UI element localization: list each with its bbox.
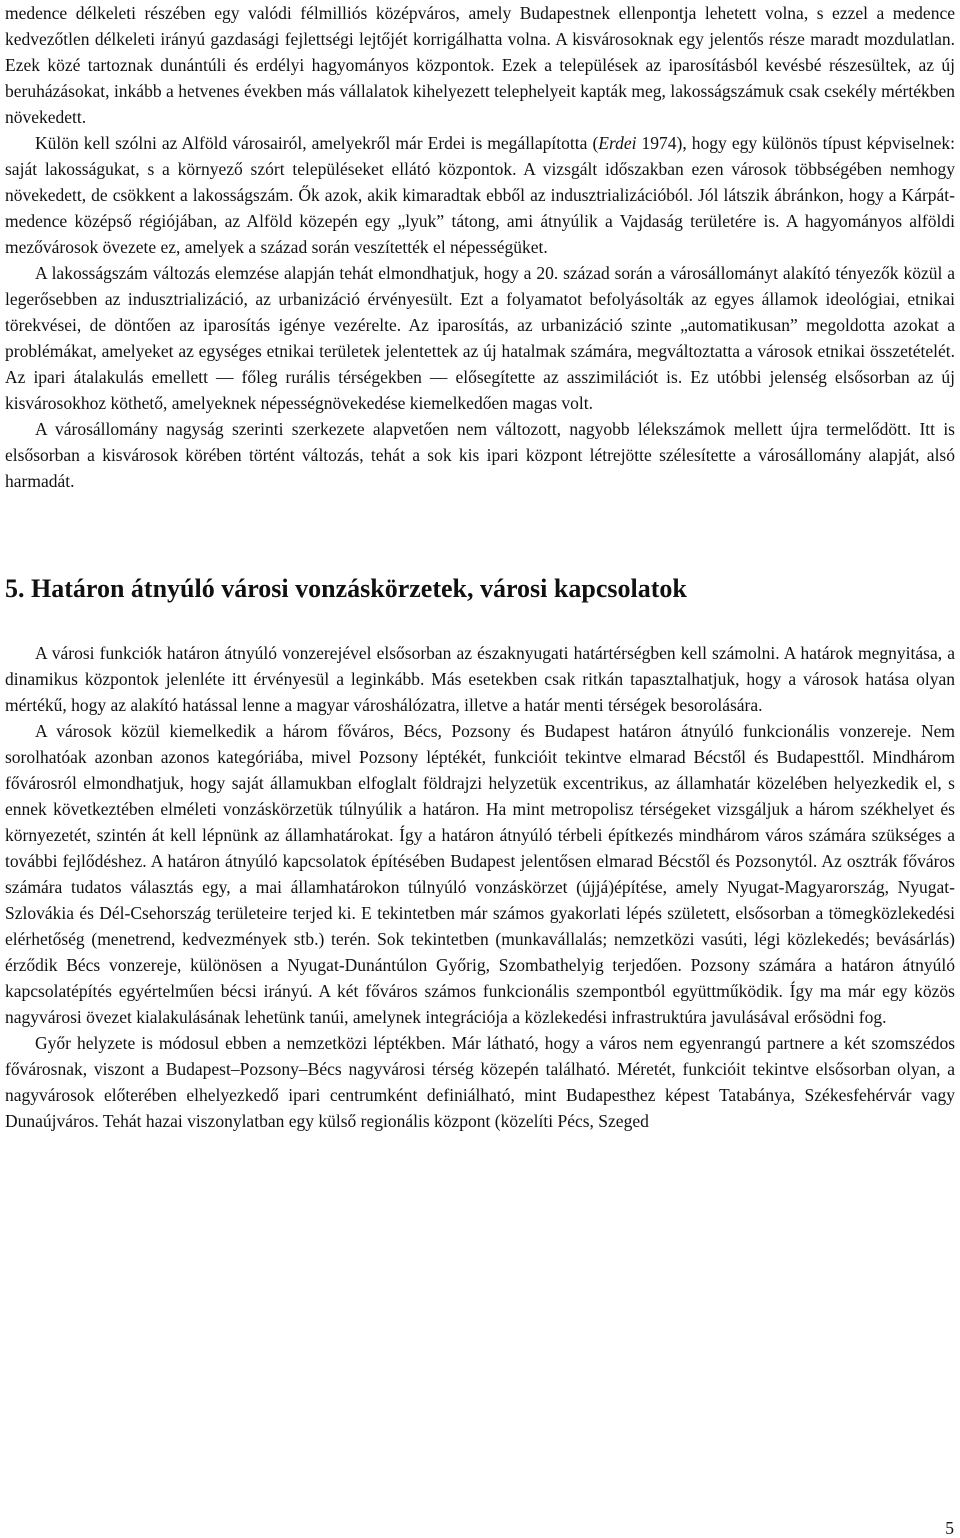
page-number: 5 — [945, 1518, 954, 1538]
paragraph: A városi funkciók határon átnyúló vonzerejével elsősorban az északnyugati határtérségben kell számolni. A határok megnyitása, a dinamikus központok jelenléte itt érvényesül a leginkább. Más esetekben csak ritkán tapasztalhatjuk, hogy a városok hatása olyan mértékű, hogy az alakító hatással lenne a magyar városhálózatra, illetve a határ menti térségek besorolására. — [5, 643, 955, 715]
paragraph-text: Külön kell szólni az Alföld városairól, amelyekről már Erdei is megállapította ( — [35, 133, 599, 153]
paragraph: A városállomány nagyság szerinti szerkezete alapvetően nem változott, nagyobb lélekszámok mellett újra termelődött. Itt is elsősorban a kisvárosok körében történt változás, tehát a sok kis ipari központ létrejötte szélesítette a városállomány alapját, alsó harmadát. — [5, 419, 955, 491]
document-page — [5, 0, 955, 1134]
paragraph: Győr helyzete is módosul ebben a nemzetközi léptékben. Már látható, hogy a város nem egyenrangú partnere a két szomszédos fővárosnak, viszont a Budapest–Pozsony–Bécs nagyvárosi térség közepén található. Méretét, funkcióit tekintve elsősorban olyan, a nagyvárosok előterében elhelyezkedő ipari centrumként definiálható, mint Budapesthez képest Tatabánya, Székesfehérvár vagy Dunaújváros. Tehát hazai viszonylatban egy külső regionális központ (közelíti Pécs, Szeged — [5, 1033, 955, 1131]
heading-gap — [5, 604, 955, 640]
citation-author: Erdei — [598, 133, 637, 153]
paragraph: medence délkeleti részében egy valódi félmilliós középváros, amely Budapestnek ellenpontja lehetett volna, s ezzel a medence kedvezőtlen délkeleti irányú gazdasági fejlettségi lejtőjét korrigálhatta volna. A kisvárosoknak egy jelentős része maradt mozdulatlan. Ezek közé tartoznak dunántúli és erdélyi hagyományos központok. Ezek a települések az iparosításból kevésbé részesültek, az új beruházásokat, inkább a hetvenes években más vállalatok kihelyezett telephelyeit kapták meg, lakosságszámuk csak csekély mértékben növekedett. — [5, 3, 955, 127]
paragraph: A lakosságszám változás elemzése alapján tehát elmondhatjuk, hogy a 20. század során a városállományt alakító tényezők közül a legerősebben az indusztrializáció, az urbanizáció érvényesült. Ezt a folyamatot befolyásolták az egyes államok ideológiai, etnikai törekvései, de döntően az iparosítás igénye vezérelte. Az iparosítás, az urbanizáció szinte „automatikusan” megoldotta azokat a problémákat, amelyeket az egységes etnikai területek jelentettek az új hatalmak számára, megváltoztatta a városok etnikai összetételét. Az ipari átalakulás emellett — főleg rurális térségekben — elősegítette az asszimilációt is. Ez utóbbi jelenség elsősorban az új kisvárosokhoz köthető, amelyeknek népességnövekedése kiemelkedően magas volt. — [5, 263, 955, 413]
paragraph — [5, 130, 955, 260]
paragraph-text: 1974), hogy egy különös típust képviselnek: saját lakosságukat, s a környező szórt településeket ellátó központok. A vizsgált időszakban ezen városok többségében nemhogy növekedett, de csökkent a lakosságszám. Ők azok, akik kimaradtak ebből az indusztrializációból. Jól látszik ábránkon, hogy a Kárpát-medence középső régiójában, az Alföld közepén egy „lyuk” tátong, ami átnyúlik a Vajdaság területére is. A hagyományos alföldi mezővárosok övezete ez, amelyek a század során veszítették el népességüket. — [5, 133, 955, 257]
section-heading: 5. Határon átnyúló városi vonzáskörzetek, városi kapcsolatok — [5, 574, 687, 603]
section-gap — [5, 494, 955, 574]
paragraph: A városok közül kiemelkedik a három főváros, Bécs, Pozsony és Budapest határon átnyúló funkcionális vonzereje. Nem sorolhatóak azonban azonos kategóriába, mivel Pozsony léptékét, funkcióit tekintve elmarad Bécstől és Budapesttől. Mindhárom fővárosról elmondhatjuk, hogy saját államukban elfoglalt földrajzi helyzetük excentrikus, az államhatár közelében helyezkedik el, s ennek következtében elméleti vonzáskörzetük túlnyúlik a határon. Ha mint metropolisz térségeket vizsgáljuk a három székhelyet és környezetét, szintén át kell lépnünk az államhatárokat. Így a határon átnyúló térbeli építkezés mindhárom város számára szükséges a további fejlődéshez. A határon átnyúló kapcsolatok építésében Budapest jelentősen elmarad Bécstől és Pozsonytól. Az osztrák főváros számára tudatos választás egy, a mai államhatárokon túlnyúló vonzáskörzet (újjá)építése, amely Nyugat-Magyarország, Nyugat-Szlovákia és Dél-Csehország területeire terjed ki. E tekintetben már számos gyakorlati lépés született, elsősorban a tömegközlekedési elérhetőség (menetrend, kedvezmények stb.) terén. Sok tekintetben (munkavállalás; nemzetközi vasúti, légi közlekedés; bevásárlás) érződik Bécs vonzereje, különösen a Nyugat-Dunántúlon Győrig, Szombathelyig terjedően. Pozsony számára a határon átnyúló kapcsolatépítés egyértelműen bécsi irányú. A két főváros számos funkcionális szempontból együttműködik. Így ma már egy közös nagyvárosi övezet kialakulásának lehetünk tanúi, amelynek integrációja a közlekedési infrastruktúra javulásával erősödni fog. — [5, 721, 955, 1027]
